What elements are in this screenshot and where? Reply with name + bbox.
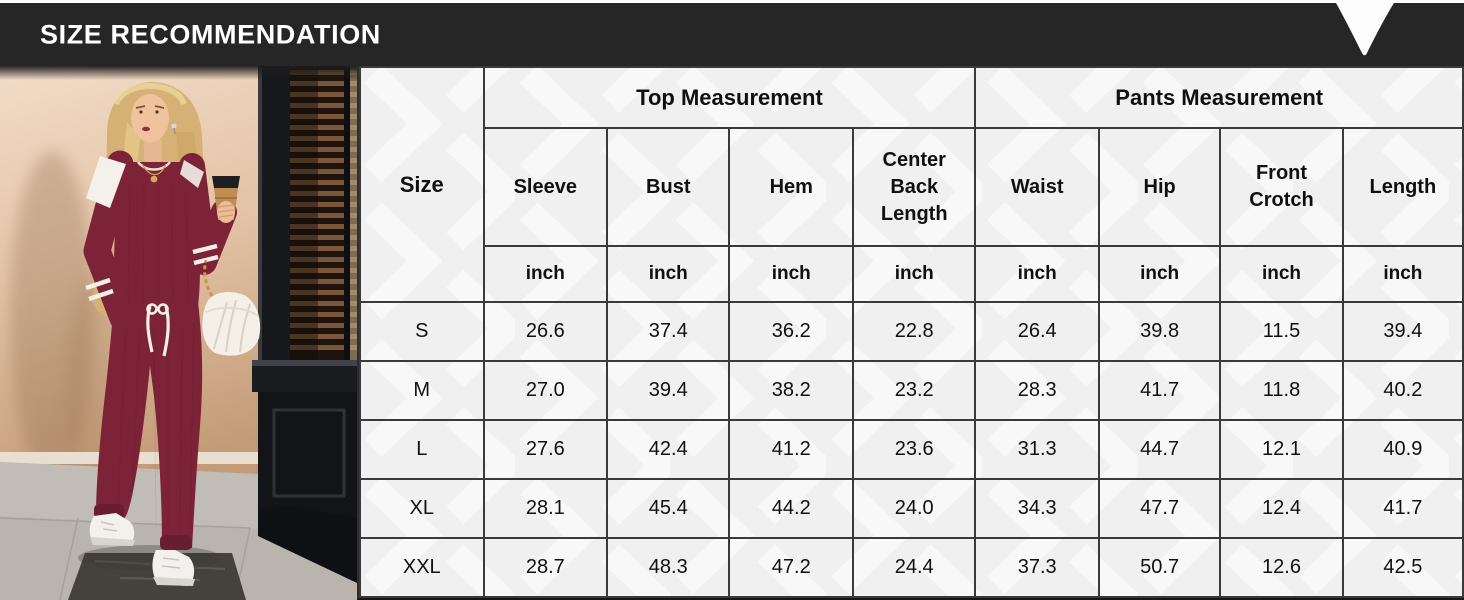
- unit-cell: inch: [1220, 246, 1342, 302]
- column-header-row: [360, 128, 1463, 246]
- value-cell: 24.4: [853, 538, 975, 597]
- size-cell: M: [360, 361, 484, 420]
- value-cell: 41.7: [1099, 361, 1220, 420]
- value-cell: 40.9: [1343, 420, 1463, 479]
- value-cell: 24.0: [853, 479, 975, 538]
- value-cell: 26.4: [975, 302, 1099, 361]
- table-row-l: [360, 420, 1463, 479]
- value-cell: 47.2: [729, 538, 853, 597]
- unit-cell: inch: [1343, 246, 1463, 302]
- group-header-pants-measurement: Pants Measurement: [975, 67, 1463, 128]
- size-cell: S: [360, 302, 484, 361]
- value-cell: 36.2: [729, 302, 853, 361]
- value-cell: 39.8: [1099, 302, 1220, 361]
- value-cell: 12.1: [1220, 420, 1342, 479]
- value-cell: 22.8: [853, 302, 975, 361]
- product-photo-illustration: [0, 66, 357, 600]
- unit-cell: inch: [607, 246, 729, 302]
- value-cell: 37.4: [607, 302, 729, 361]
- unit-cell: inch: [1099, 246, 1220, 302]
- photo-top-shade: [0, 66, 357, 80]
- value-cell: 28.1: [484, 479, 608, 538]
- col-header-length: Length: [1343, 128, 1463, 246]
- group-header-top-measurement: Top Measurement: [484, 67, 976, 128]
- col-header-front-crotch: Front Crotch: [1220, 128, 1342, 246]
- value-cell: 41.7: [1343, 479, 1463, 538]
- size-cell: XL: [360, 479, 484, 538]
- value-cell: 42.4: [607, 420, 729, 479]
- value-cell: 31.3: [975, 420, 1099, 479]
- value-cell: 44.7: [1099, 420, 1220, 479]
- value-cell: 42.5: [1343, 538, 1463, 597]
- group-header-row: [360, 67, 1463, 128]
- value-cell: 11.5: [1220, 302, 1342, 361]
- down-triangle-icon: [1328, 3, 1400, 61]
- header-bar: [0, 0, 1464, 66]
- size-table-panel: [357, 66, 1464, 600]
- col-header-hem: Hem: [729, 128, 853, 246]
- size-cell: L: [360, 420, 484, 479]
- table-row-xl: [360, 479, 1463, 538]
- size-column-header: Size: [360, 67, 484, 302]
- value-cell: 27.0: [484, 361, 608, 420]
- table-row-m: [360, 361, 1463, 420]
- value-cell: 11.8: [1220, 361, 1342, 420]
- col-header-center-back-length: Center Back Length: [853, 128, 975, 246]
- value-cell: 12.4: [1220, 479, 1342, 538]
- product-photo: [0, 66, 357, 600]
- col-header-sleeve: Sleeve: [484, 128, 608, 246]
- unit-cell: inch: [975, 246, 1099, 302]
- table-row-s: [360, 302, 1463, 361]
- value-cell: 27.6: [484, 420, 608, 479]
- col-header-waist: Waist: [975, 128, 1099, 246]
- value-cell: 40.2: [1343, 361, 1463, 420]
- size-table: [359, 66, 1464, 598]
- value-cell: 45.4: [607, 479, 729, 538]
- value-cell: 39.4: [1343, 302, 1463, 361]
- value-cell: 44.2: [729, 479, 853, 538]
- value-cell: 23.2: [853, 361, 975, 420]
- value-cell: 12.6: [1220, 538, 1342, 597]
- table-row-xxl: [360, 538, 1463, 597]
- unit-cell: inch: [853, 246, 975, 302]
- unit-cell: inch: [484, 246, 608, 302]
- page-title: SIZE RECOMMENDATION: [40, 19, 381, 49]
- value-cell: 26.6: [484, 302, 608, 361]
- value-cell: 28.7: [484, 538, 608, 597]
- value-cell: 41.2: [729, 420, 853, 479]
- value-cell: 48.3: [607, 538, 729, 597]
- col-header-hip: Hip: [1099, 128, 1220, 246]
- value-cell: 23.6: [853, 420, 975, 479]
- size-cell: XXL: [360, 538, 484, 597]
- value-cell: 38.2: [729, 361, 853, 420]
- value-cell: 28.3: [975, 361, 1099, 420]
- unit-cell: inch: [729, 246, 853, 302]
- door-with-blinds: [252, 66, 357, 583]
- col-header-bust: Bust: [607, 128, 729, 246]
- unit-row: [360, 246, 1463, 302]
- value-cell: 37.3: [975, 538, 1099, 597]
- value-cell: 34.3: [975, 479, 1099, 538]
- value-cell: 39.4: [607, 361, 729, 420]
- value-cell: 47.7: [1099, 479, 1220, 538]
- value-cell: 50.7: [1099, 538, 1220, 597]
